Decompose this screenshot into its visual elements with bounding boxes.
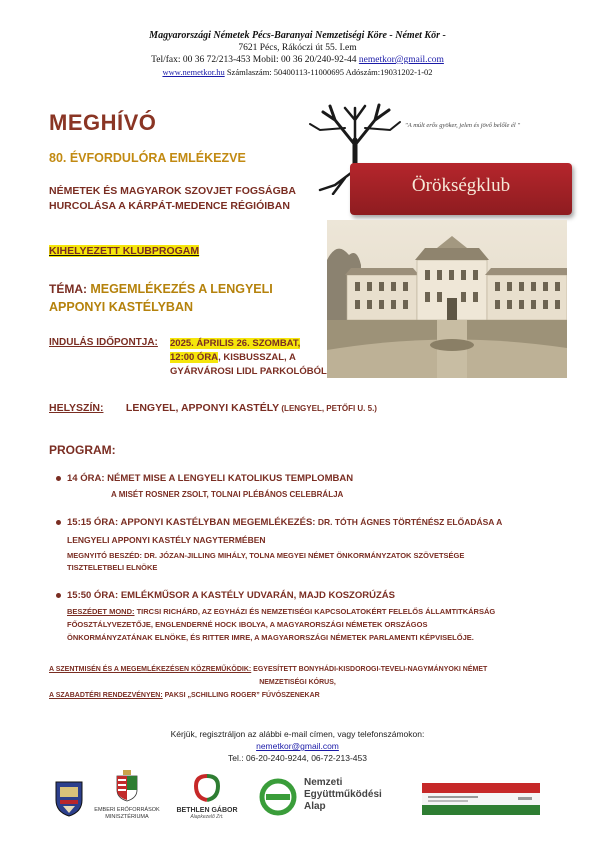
register-email-row — [0, 740, 595, 752]
location — [49, 398, 377, 416]
topic — [49, 280, 273, 316]
departure-label-text: INDULÁS IDŐPONTJA: — [49, 337, 158, 348]
bullet-icon — [56, 520, 61, 525]
theme-line-2: HURCOLÁSA A KÁRPÁT-MEDENCE RÉGIÓIBAN — [49, 200, 290, 212]
departure-date: 2025. ÁPRILIS 26. SZOMBAT, — [170, 338, 301, 349]
program-1-detail: A MISÉT ROSNER ZSOLT, TOLNAI PLÉBÁNOS CELEBRÁLJA — [111, 490, 344, 499]
program-2-detail-1: MEGNYITÓ BESZÉD: DR. JÓZAN-JILLING MIHÁLY, TOLNA MEGYEI NÉMET ÖNKORMÁNYZATOK SZÖVETSÉGE — [67, 551, 465, 560]
contrib-line-1 — [49, 664, 487, 676]
org-account: Számlaszám: 50400113-11000695 Adószám:19031202-1-02 — [224, 67, 433, 77]
org-web-line — [0, 67, 595, 78]
program-3-speech-label: BESZÉDET MOND: — [67, 607, 135, 616]
program-item-1 — [56, 473, 353, 484]
topic-line-1: MEGEMLÉKEZÉS A LENGYELI — [90, 282, 273, 296]
government-banner-logo — [422, 783, 540, 815]
club-banner — [350, 163, 572, 215]
contrib-line-2: NEMZETISÉGI KÓRUS, — [259, 679, 336, 686]
program-3-speech-2: FŐOSZTÁLYVEZETŐJE, ENGLENDERNÉ HOCK IBOLYA, A MAGYARORSZÁGI NÉMETEK ORSZÁGOS — [67, 620, 428, 629]
nea-icon — [258, 777, 298, 817]
ministry-name-2: MINISZTÉRIUMA — [105, 814, 149, 820]
bethlen-sub: Alapkezelő Zrt. — [190, 814, 224, 820]
register-email-link[interactable]: nemetkor@gmail.com — [256, 741, 339, 751]
theme-line-1: NÉMETEK ÉS MAGYAROK SZOVJET FOGSÁGBA — [49, 185, 296, 197]
header-web-link[interactable]: www.nemetkor.hu — [162, 67, 225, 77]
nea-logo — [258, 775, 398, 820]
castle-photo — [327, 220, 567, 378]
departure-bus: , KISBUSSZAL, A — [218, 352, 296, 363]
header-email-link[interactable]: nemetkor@gmail.com — [358, 55, 444, 65]
contrib-label-2: A SZABADTÉRI RENDEZVÉNYEN: — [49, 692, 163, 699]
departure-place: GYÁRVÁROSI LIDL PARKOLÓBÓL — [170, 366, 327, 377]
register-phones: Tel.: 06-20-240-9244, 06-72-213-453 — [228, 753, 367, 763]
nea-name-2: Együttműködési — [304, 789, 382, 800]
program-2-title-line2: LENGYELI APPONYI KASTÉLY NAGYTERMÉBEN — [67, 535, 266, 545]
club-name: Örökségklub — [411, 175, 511, 196]
program-3-speech-text: TIRCSI RICHÁRD, AZ EGYHÁZI ÉS NEMZETISÉGI KAPCSOLATOKÉRT FELELŐS ÁLLAMTITKÁRSÁG — [134, 607, 496, 616]
program-2-title-rest: DR. TÓTH ÁGNES TÖRTÉNÉSZ ELŐADÁSA A — [315, 517, 503, 527]
bethlen-gabor-logo — [172, 774, 242, 824]
ministry-logo — [92, 770, 162, 825]
topic-label: TÉMA: — [49, 282, 91, 296]
bullet-icon — [56, 476, 61, 481]
program-3-title: 15:50 ÓRA: EMLÉKMŰSOR A KASTÉLY UDVARÁN, MAJD KOSZORÚZÁS — [67, 590, 395, 601]
contrib-line-3 — [49, 690, 320, 702]
location-detail: (LENGYEL, PETŐFI U. 5.) — [279, 404, 377, 413]
location-label: HELYSZÍN: — [49, 402, 104, 414]
nea-name-3: Alap — [304, 801, 326, 812]
bullet-icon — [56, 593, 61, 598]
county-crest-logo — [52, 778, 86, 818]
org-name: Magyarországi Németek Pécs-Baranyai Nemzetiségi Köre - Német Kör - — [149, 30, 446, 41]
ministry-name-1: EMBERI ERŐFORRÁSOK — [94, 807, 160, 813]
departure-time: 12:00 ÓRA — [170, 352, 219, 363]
club-motto: "A múlt erős gyöker, jelen és jövő belőle él " — [405, 122, 521, 129]
departure-label — [49, 337, 158, 348]
page-title: MEGHÍVÓ — [49, 110, 157, 135]
program-item-2 — [56, 517, 502, 528]
location-value: LENGYEL, APPONYI KASTÉLY — [125, 402, 280, 414]
anniversary-subtitle: 80. ÉVFORDULÓRA EMLÉKEZVE — [49, 151, 246, 165]
org-phone: Tel/fax: 00 36 72/213-453 Mobil: 00 36 20/240-92-44 — [151, 55, 359, 65]
club-logo — [305, 100, 580, 218]
bethlen-name: BETHLEN GÁBOR — [176, 807, 238, 814]
nea-name-1: Nemzeti — [304, 777, 343, 788]
contrib-value-1: EGYESÍTETT BONYHÁDI-KISDOROGI-TEVELI-NAGYMÁNYOKI NÉMET — [251, 666, 488, 673]
org-contact — [0, 55, 595, 66]
program-item-3 — [56, 590, 395, 601]
topic-line-2: APPONYI KASTÉLYBAN — [49, 300, 194, 314]
program-1-title: 14 ÓRA: NÉMET MISE A LENGYELI KATOLIKUS TEMPLOMBAN — [67, 473, 354, 484]
contrib-label-1: A SZENTMISÉN ÉS A MEGEMLÉKEZÉSEN KÖZREMŰKÖDIK: — [49, 666, 252, 673]
bethlen-icon — [194, 774, 220, 802]
program-label: PROGRAM: — [49, 443, 116, 457]
org-address: 7621 Pécs, Rákóczi út 55. I.em — [238, 43, 357, 53]
program-3-speech-3: ÖNKORMÁNYZATÁNAK ELNÖKE, ÉS RITTER IMRE, A MAGYARORSZÁGI NÉMETEK PARLAMENTI KÉPVISELŐJE. — [67, 633, 474, 642]
program-3-speech-1 — [67, 606, 495, 618]
register-text: Kérjük, regisztráljon az alábbi e-mail címen, vagy telefonszámokon: — [170, 729, 425, 739]
club-program-text: KIHELYEZETT KLUBPROGAM — [49, 245, 200, 257]
program-2-title: 15:15 ÓRA: APPONYI KASTÉLYBAN MEGEMLÉKEZÉS: — [67, 517, 316, 528]
departure-value — [170, 337, 327, 379]
club-program-label — [49, 244, 199, 259]
program-2-detail-2: TISZTELETBELI ELNÖKE — [67, 563, 158, 572]
contrib-value-2: PAKSI „SCHILLING ROGER” FÚVÓSZENEKAR — [162, 692, 320, 699]
hungary-crest-icon — [115, 770, 139, 802]
